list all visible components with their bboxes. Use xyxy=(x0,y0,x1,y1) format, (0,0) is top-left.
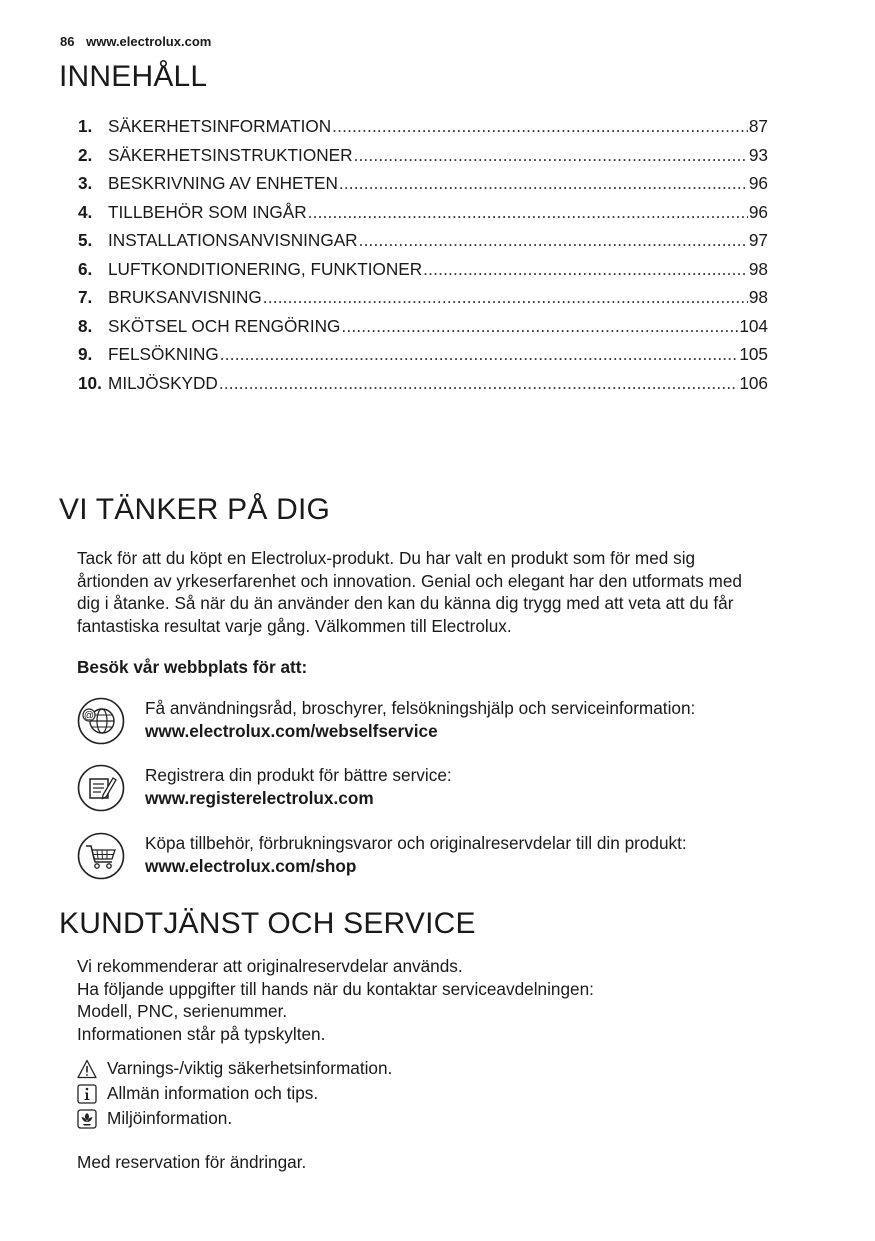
toc-item-number: 8. xyxy=(78,315,93,336)
visit-description: Få användningsråd, broschyrer, felsökningshjälp och serviceinformation: xyxy=(145,698,696,718)
toc-item-page: 93 xyxy=(748,144,768,165)
toc-leader xyxy=(220,344,739,365)
service-line: Ha följande uppgifter till hands när du kontaktar serviceavdelningen: xyxy=(77,978,594,999)
symbol-row xyxy=(77,1081,392,1106)
toc-item-label: SKÖTSEL OCH RENGÖRING xyxy=(108,315,341,336)
toc-item[interactable] xyxy=(78,287,768,316)
page-header xyxy=(60,34,211,49)
intro-line: Tack för att du köpt en Electrolux-produkt. Du har valt en produkt som för med sig xyxy=(77,548,696,568)
environment-icon xyxy=(77,1109,97,1129)
intro-line: fantastiska resultat varje gång. Välkommen till Electrolux. xyxy=(77,615,512,636)
visit-description: Registrera din produkt för bättre service: xyxy=(145,765,452,785)
toc-item[interactable] xyxy=(78,116,768,145)
symbol-row xyxy=(77,1106,392,1131)
visit-text-block xyxy=(145,697,695,742)
care-section-title: VI TÄNKER PÅ DIG xyxy=(59,493,331,526)
toc-item-number: 2. xyxy=(78,144,93,165)
toc-item-label: INSTALLATIONSANVISNINGAR xyxy=(108,230,358,250)
toc-item-page: 98 xyxy=(748,287,768,307)
symbol-text: Varnings-/viktig säkerhetsinformation. xyxy=(107,1058,393,1078)
toc-item[interactable] xyxy=(78,373,768,402)
toc-item-label: BESKRIVNING AV ENHETEN xyxy=(108,173,338,193)
shop-link[interactable]: www.electrolux.com/shop xyxy=(145,855,357,876)
toc-leader xyxy=(341,316,738,337)
globe-at-icon xyxy=(77,697,125,745)
info-icon xyxy=(77,1084,97,1104)
toc-title: INNEHÅLL xyxy=(59,60,208,93)
toc-leader xyxy=(263,287,748,308)
toc-item-page: 98 xyxy=(748,258,768,279)
toc-leader xyxy=(308,202,748,223)
shopping-cart-icon xyxy=(77,832,125,880)
visit-heading: Besök vår webbplats för att: xyxy=(77,657,308,677)
toc-item-number: 3. xyxy=(78,173,93,193)
svg-text:@: @ xyxy=(83,710,95,722)
warning-triangle-icon xyxy=(77,1059,97,1079)
symbol-text: Miljöinformation. xyxy=(107,1108,233,1128)
service-line: Informationen står på typskylten. xyxy=(77,1023,326,1044)
toc-item-page: 87 xyxy=(748,116,768,136)
toc-item-label: TILLBEHÖR SOM INGÅR xyxy=(108,201,307,222)
toc-item[interactable] xyxy=(78,202,768,231)
toc-item[interactable] xyxy=(78,316,768,345)
toc-item-label: SÄKERHETSINSTRUKTIONER xyxy=(108,144,353,165)
visit-item-register xyxy=(77,764,817,814)
toc-item-number: 1. xyxy=(78,116,93,136)
toc-leader xyxy=(423,259,748,280)
toc-item-label: BRUKSANVISNING xyxy=(108,287,262,307)
service-line: Vi rekommenderar att originalreservdelar används. xyxy=(77,956,463,976)
visit-text-block xyxy=(145,764,452,809)
toc-item-number: 5. xyxy=(78,230,93,250)
toc-leader xyxy=(332,116,748,137)
page-number: 86 xyxy=(60,34,75,49)
toc-leader xyxy=(219,373,738,394)
toc-item-number: 10. xyxy=(78,372,102,393)
toc-item-number: 9. xyxy=(78,344,93,364)
toc-item-page: 106 xyxy=(739,372,768,393)
toc-item-page: 97 xyxy=(748,230,768,250)
symbol-legend xyxy=(77,1056,392,1131)
visit-text-block xyxy=(145,832,687,877)
intro-line: dig i åtanke. Så när du än använder den kan du känna dig trygg med att veta att du får xyxy=(77,593,734,613)
toc-item-label: SÄKERHETSINFORMATION xyxy=(108,116,332,136)
toc-item-page: 96 xyxy=(748,201,768,222)
toc-item[interactable] xyxy=(78,259,768,288)
toc-item-label: LUFTKONDITIONERING, FUNKTIONER xyxy=(108,258,423,279)
toc-item-label: FELSÖKNING xyxy=(108,344,219,364)
toc-item[interactable] xyxy=(78,230,768,259)
toc-item[interactable] xyxy=(78,173,768,202)
service-line: Modell, PNC, serienummer. xyxy=(77,1001,288,1021)
symbol-row xyxy=(77,1056,392,1081)
reservation-note: Med reservation för ändringar. xyxy=(77,1152,307,1172)
toc-item-number: 6. xyxy=(78,258,93,279)
toc-item-page: 105 xyxy=(739,344,768,364)
symbol-text: Allmän information och tips. xyxy=(107,1083,319,1103)
register-link[interactable]: www.registerelectrolux.com xyxy=(145,787,374,808)
toc-leader xyxy=(339,173,748,194)
toc-leader xyxy=(359,230,748,251)
care-intro xyxy=(77,547,817,637)
visit-item-webselfservice xyxy=(77,697,817,747)
webselfservice-link[interactable]: www.electrolux.com/webselfservice xyxy=(145,720,438,741)
visit-description: Köpa tillbehör, förbrukningsvaror och originalreservdelar till din produkt: xyxy=(145,833,687,853)
service-section-title: KUNDTJÄNST OCH SERVICE xyxy=(59,907,476,940)
service-text xyxy=(77,955,594,1045)
website-url[interactable]: www.electrolux.com xyxy=(86,34,212,49)
table-of-contents xyxy=(78,116,768,401)
intro-line: årtionden av yrkeserfarenhet och innovation. Genial och elegant har den utformats med xyxy=(77,570,742,591)
toc-item-label: MILJÖSKYDD xyxy=(108,372,218,393)
toc-item-number: 4. xyxy=(78,201,93,222)
register-form-icon xyxy=(77,764,125,812)
toc-leader xyxy=(353,145,747,166)
toc-item-number: 7. xyxy=(78,287,93,307)
toc-item-page: 96 xyxy=(748,173,768,193)
toc-item[interactable] xyxy=(78,145,768,174)
toc-item-page: 104 xyxy=(739,315,768,336)
visit-item-shop xyxy=(77,832,817,882)
toc-item[interactable] xyxy=(78,344,768,373)
